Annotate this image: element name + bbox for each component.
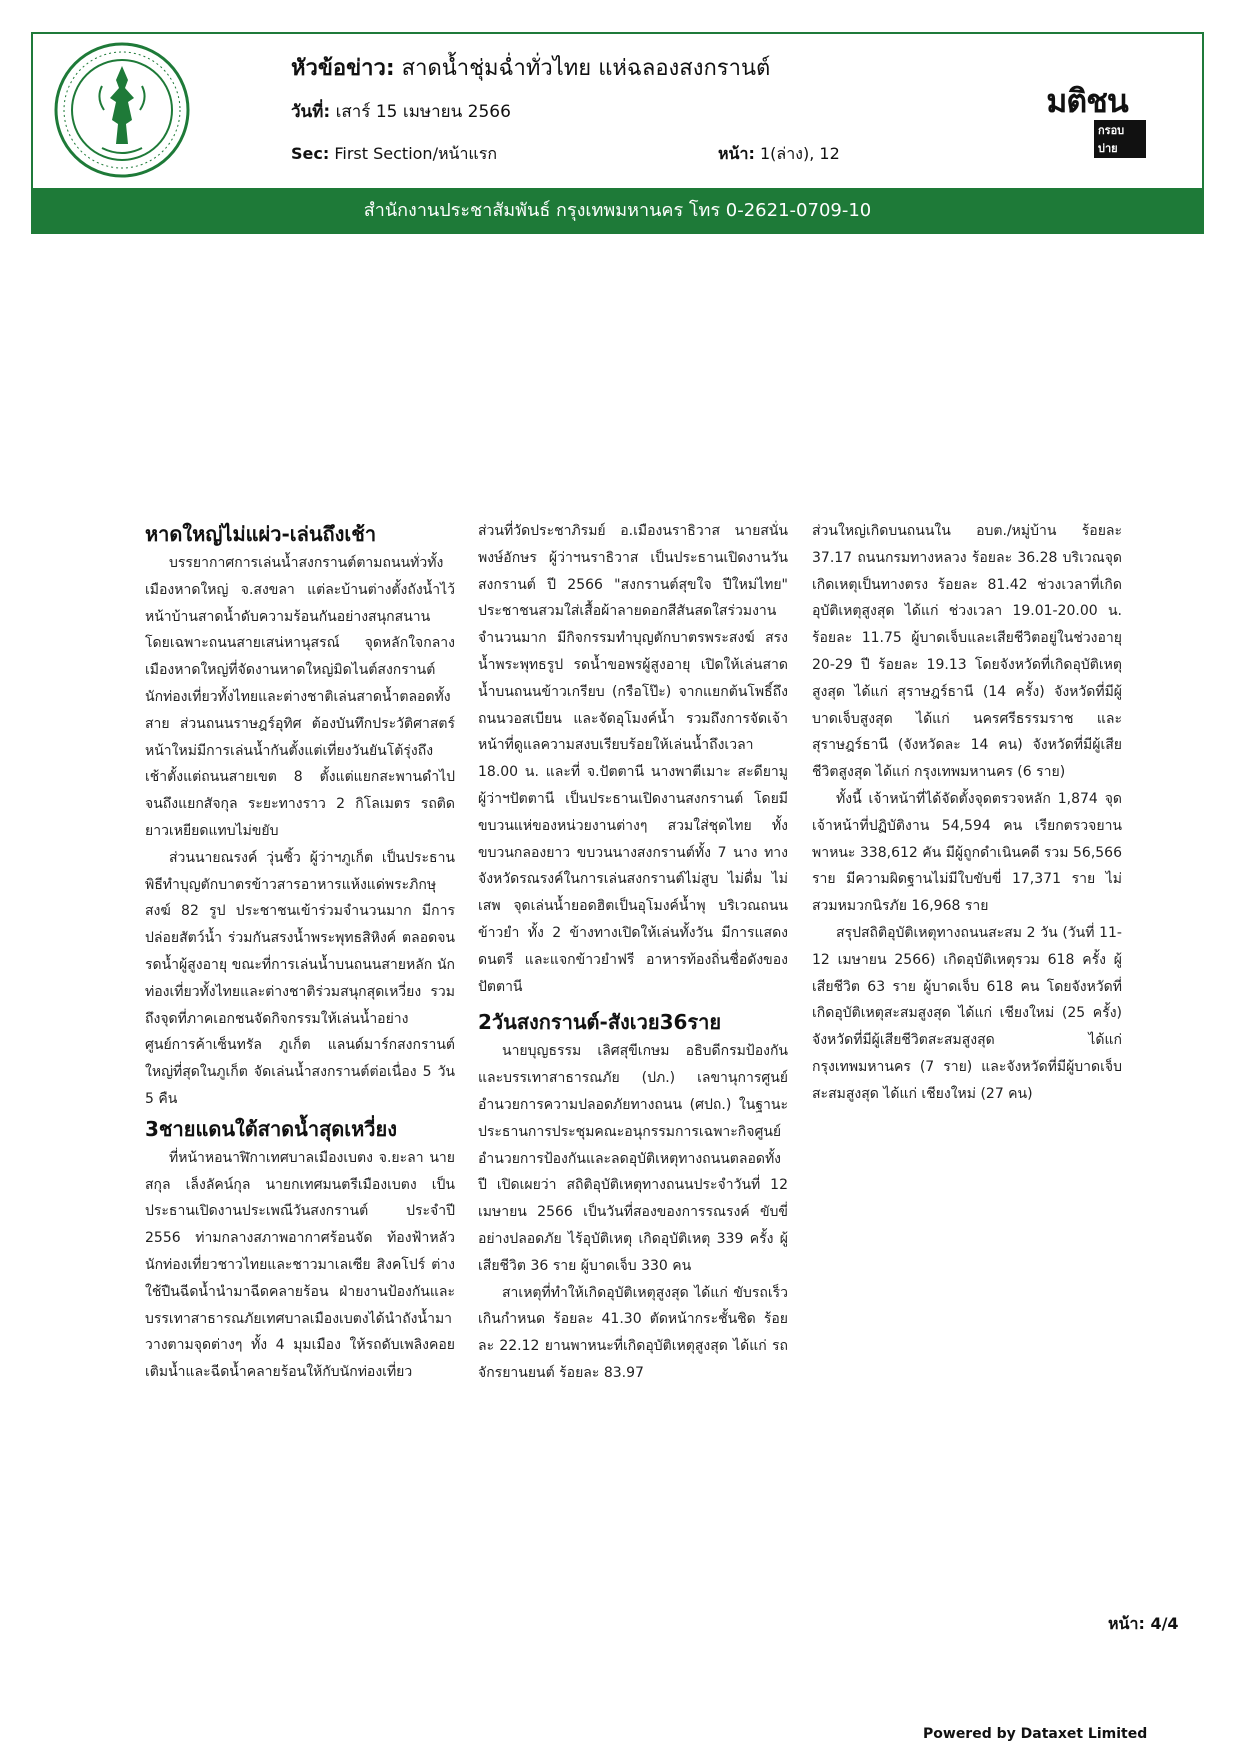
- page-number: [1108, 1612, 1179, 1637]
- publisher-name: มติชน: [1046, 82, 1128, 120]
- article-column-1: [145, 518, 455, 1386]
- paragraph: ที่หน้าหอนาฬิกาเทศบาลเมืองเบตง จ.ยะลา นายสกุล เล็งลัคน์กุล นายกเทศมนตรีเมืองเบตง เป็นประธานเปิดงานประเพณีวันสงกรานต์ ประจำปี 2556 ท่ามกลางสภาพอากาศร้อนจัด ท้องฟ้าหลัว นักท่องเที่ยวชาวไทยและชาวมาเลเซีย สิงคโปร์ ต่างใช้ปืนฉีดน้ำนำมาฉีดคลายร้อน ฝ่ายงานป้องกันและบรรเทาสาธารณภัยเทศบาลเมืองเบตงได้นำถังน้ำมาวางตามจุดต่างๆ ทั้ง 4 มุมเมือง ให้รถดับเพลิงคอยเติมน้ำและฉีดน้ำคลายร้อนให้กับนักท่องเที่ยว: [145, 1149, 455, 1381]
- section-heading: 3ชายแดนใต้สาดน้ำสุดเหวี่ยง: [145, 1116, 398, 1141]
- page-ref-line: [718, 142, 840, 167]
- article-column-2: [478, 518, 788, 1387]
- headline-label: หัวข้อข่าว:: [291, 56, 395, 81]
- page-number-value: 4/4: [1150, 1614, 1179, 1633]
- section-label: Sec:: [291, 144, 330, 163]
- headline-text: สาดน้ำชุ่มฉ่ำทั่วไทย แห่ฉลองสงกรานต์: [401, 56, 771, 81]
- paragraph: สรุปสถิติอุบัติเหตุทางถนนสะสม 2 วัน (วันที่ 11-12 เมษายน 2566) เกิดอุบัติเหตุรวม 618 ครั้ง ผู้เสียชีวิต 63 ราย ผู้บาดเจ็บ 618 คน โดยจังหวัดที่เกิดอุบัติเหตุสะสมสูงสุด ได้แก่ เชียงใหม่ (25 ครั้ง) จังหวัดที่มีผู้เสียชีวิตสะสมสูงสุด ได้แก่ กรุงเทพมหานคร (7 ราย) และจังหวัดที่มีผู้บาดเจ็บสะสมสูงสุด ได้แก่ เชียงใหม่ (27 คน): [812, 924, 1122, 1102]
- section-heading: 2วันสงกรานต์-สังเวย36ราย: [478, 1010, 722, 1035]
- paragraph: ส่วนใหญ่เกิดบนถนนใน อบต./หมู่บ้าน ร้อยละ 37.17 ถนนกรมทางหลวง ร้อยละ 36.28 บริเวณจุดเกิดเหตุเป็นทางตรง ร้อยละ 81.42 ช่วงเวลาที่เกิดอุบัติเหตุสูงสุด ได้แก่ ช่วงเวลา 19.01-20.00 น. ร้อยละ 11.75 ผู้บาดเจ็บและเสียชีวิตอยู่ในช่วงอายุ 20-29 ปี ร้อยละ 19.13 โดยจังหวัดที่เกิดอุบัติเหตุสูงสุด ได้แก่ สุราษฎร์ธานี (14 ครั้ง) จังหวัดที่มีผู้บาดเจ็บสูงสุด ได้แก่ นครศรีธรรมราช และสุราษฎร์ธานี (จังหวัดละ 14 คน) จังหวัดที่มีผู้เสียชีวิตสูงสุด ได้แก่ กรุงเทพมหานคร (6 ราย): [812, 523, 1122, 781]
- date-text: เสาร์ 15 เมษายน 2566: [335, 102, 511, 122]
- section-line: [291, 142, 497, 167]
- section-text: First Section/หน้าแรก: [334, 144, 498, 163]
- matichon-logo: [1028, 84, 1146, 158]
- office-bar: สำนักงานประชาสัมพันธ์ กรุงเทพมหานคร โทร 0-2621-0709-10: [31, 188, 1204, 234]
- date-label: วันที่:: [291, 102, 331, 122]
- paragraph: ส่วนนายณรงค์ วุ่นซิ้ว ผู้ว่าฯภูเก็ต เป็นประธานพิธีทำบุญตักบาตรข้าวสารอาหารแห้งแด่พระภิกษุสงฆ์ 82 รูป ประชาชนเข้าร่วมจำนวนมาก มีการปล่อยสัตว์น้ำ ร่วมกันสรงน้ำพระพุทธสิหิงค์ ตลอดจนรดน้ำผู้สูงอายุ ขณะที่การเล่นน้ำบนถนนสายหลัก นักท่องเที่ยวทั้งไทยและต่างชาติร่วมสนุกสุดเหวี่ยง รวมถึงจุดที่ภาคเอกชนจัดกิจกรรมให้เล่นน้ำอย่างศูนย์การค้าเซ็นทรัล ภูเก็ต แลนด์มาร์กสงกรานต์ใหญ่ที่สุดในภูเก็ต จัดเล่นน้ำสงกรานต์ต่อเนื่อง 5 วัน 5 คืน: [145, 849, 455, 1107]
- paragraph: บรรยากาศการเล่นน้ำสงกรานต์ตามถนนทั่วทั้งเมืองหาดใหญ่ จ.สงขลา แต่ละบ้านต่างตั้งถังน้ำไว้หน้าบ้านสาดน้ำดับความร้อนกันอย่างสนุกสนาน โดยเฉพาะถนนสายเสน่หานุสรณ์ จุดหลักใจกลางเมืองหาดใหญ่ที่จัดงานหาดใหญ่มิดไนต์สงกรานต์ นักท่องเที่ยวทั้งไทยและต่างชาติเล่นสาดน้ำตลอดทั้งสาย ส่วนถนนราษฎร์อุทิศ ต้องบันทึกประวัติศาสตร์หน้าใหม่มีการเล่นน้ำกันตั้งแต่เที่ยงวันยันโต้รุ่งถึงเช้าตั้งแต่ถนนสายเขต 8 ตั้งแต่แยกสะพานดำไปจนถึงแยกสัจกุล ระยะทางราว 2 กิโลเมตร รถติดยาวเหยียดแทบไม่ขยับ: [145, 555, 455, 839]
- powered-by: Powered by Dataxet Limited: [923, 1726, 1148, 1742]
- headline: [291, 50, 770, 85]
- paragraph: นายบุญธรรม เลิศสุขีเกษม อธิบดีกรมป้องกันและบรรเทาสาธารณภัย (ปภ.) เลขานุการศูนย์อำนวยการความปลอดภัยทางถนน (ศปถ.) ในฐานะประธานการประชุมคณะอนุกรรมการเฉพาะกิจศูนย์อำนวยการป้องกันและลดอุบัติเหตุทางถนนตลอดทั้งปี เปิดเผยว่า สถิติอุบัติเหตุทางถนนประจำวันที่ 12 เมษายน 2566 เป็นวันที่สองของการรณรงค์ ขับขี่อย่างปลอดภัย ไร้อุบัติเหตุ เกิดอุบัติเหตุ 339 ครั้ง ผู้เสียชีวิต 36 ราย ผู้บาดเจ็บ 330 คน: [478, 1043, 788, 1274]
- paragraph: ส่วนที่วัดประชาภิรมย์ อ.เมืองนราธิวาส นายสนั่น พงษ์อักษร ผู้ว่าฯนราธิวาส เป็นประธานเปิดงานวันสงกรานต์ ปี 2566 "สงกรานต์สุขใจ ปีใหม่ไทย" ประชาชนสวมใส่เสื้อผ้าลายดอกสีสันสดใสร่วมงานจำนวนมาก มีกิจกรรมทำบุญตักบาตรพระสงฆ์ สรงน้ำพระพุทธรูป รดน้ำขอพรผู้สูงอายุ เปิดให้เล่นสาดน้ำบนถนนข้าวเกรียบ (กรือโป๊ะ) จากแยกต้นโพธิ์ถึงถนนวอสเบียน และจัดอุโมงค์น้ำ รวมถึงการจัดเจ้าหน้าที่ดูแลความสงบเรียบร้อยให้เล่นน้ำถึงเวลา 18.00 น. และที่ จ.ปัตตานี นางพาตีเมาะ สะดียามู ผู้ว่าฯปัตตานี เป็นประธานเปิดงานสงกรานต์ โดยมีขบวนแห่ของหน่วยงานต่างๆ สวมใส่ชุดไทย ทั้งขบวนกลองยาว ขบวนนางสงกรานต์ทั้ง 7 นาง ทางจังหวัดรณรงค์ในการเล่นสงกรานต์ไม่สูบ ไม่ดื่ม ไม่เสพ จุดเล่นน้ำยอดฮิตเป็นอุโมงค์น้ำพุ บริเวณถนนข้าวยำ ทั้ง 2 ข้างทางเปิดให้เล่นทั้งวัน มีการแสดงดนตรี และแจกข้าวยำฟรี อาหารท้องถิ่นชื่อดังของปัตตานี: [478, 523, 788, 995]
- page-ref-text: 1(ล่าง), 12: [759, 144, 840, 163]
- paragraph: ทั้งนี้ เจ้าหน้าที่ได้จัดตั้งจุดตรวจหลัก 1,874 จุด เจ้าหน้าที่ปฏิบัติงาน 54,594 คน เรียกตรวจยานพาหนะ 338,612 คัน มีผู้ถูกดำเนินคดี รวม 56,566 ราย มีความผิดฐานไม่มีใบขับขี่ 17,371 ราย ไม่สวมหมวกนิรภัย 16,968 ราย: [812, 790, 1122, 915]
- page-number-label: หน้า:: [1108, 1614, 1145, 1633]
- page-ref-label: หน้า:: [718, 144, 755, 163]
- bangkok-seal-logo: [52, 40, 192, 180]
- article-column-3: [812, 518, 1122, 1108]
- date-line: [291, 98, 511, 125]
- publisher-edition: กรอบบ่าย: [1094, 120, 1146, 158]
- section-heading: หาดใหญ่ไม่แผ่ว-เล่นถึงเช้า: [145, 522, 377, 546]
- paragraph: สาเหตุที่ทำให้เกิดอุบัติเหตุสูงสุด ได้แก่ ขับรถเร็วเกินกำหนด ร้อยละ 41.30 ตัดหน้ากระชั้นชิด ร้อยละ 22.12 ยานพาหนะที่เกิดอุบัติเหตุสูงสุด ได้แก่ รถจักรยานยนต์ ร้อยละ 83.97: [478, 1284, 788, 1381]
